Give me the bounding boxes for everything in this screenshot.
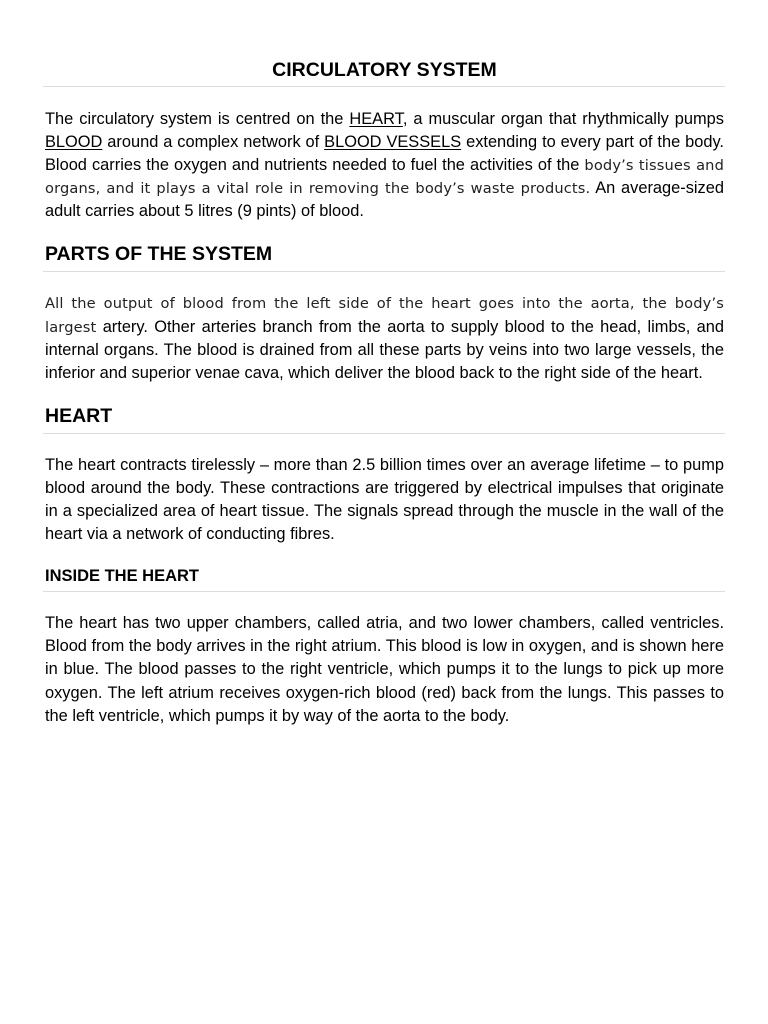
parts-text-1: All the output of blood from the left side of the heart goes into the aorta, the body’s largest bbox=[45, 295, 724, 336]
section-divider-inside-heart bbox=[43, 591, 725, 592]
intro-text-5: body’s tissues and organs, and it plays a vital role in removing the body’s waste products. bbox=[45, 157, 724, 198]
section-heading-inside-heart: INSIDE THE HEART bbox=[45, 567, 200, 586]
section-divider-heart bbox=[43, 433, 725, 434]
intro-text-2: , a muscular organ that rhythmically pumps bbox=[402, 110, 724, 128]
title-divider bbox=[43, 86, 725, 87]
parts-text-2: artery. Other arteries branch from the aorta to supply blood to the head, limbs, and internal organs. The blood is drained from all these parts by veins into two large vessels, the inferior and superior venae cava, which deliver the blood back to the right side of the heart. bbox=[45, 317, 724, 382]
page-title: CIRCULATORY SYSTEM bbox=[272, 59, 497, 81]
intro-text-4: extending to every part of the body. Blood carries the oxygen and nutrients needed to fuel the activities of the bbox=[45, 133, 724, 175]
intro-text-6: An average-sized adult carries about 5 litres (9 pints) of blood. bbox=[45, 179, 724, 221]
blood-vessels-link[interactable]: BLOOD VESSELS bbox=[324, 133, 462, 152]
heart-link[interactable]: HEART bbox=[349, 110, 403, 128]
intro-paragraph bbox=[45, 108, 724, 223]
section-heading-heart: HEART bbox=[45, 404, 113, 427]
section-heading-parts: PARTS OF THE SYSTEM bbox=[45, 243, 273, 266]
heart-paragraph: The heart contracts tirelessly – more than 2.5 billion times over an average lifetime – to pump blood around the body. These contractions are triggered by electrical impulses that originate in a specialized area of heart tissue. The signals spread through the muscle in the wall of the heart via a network of conducting fibres. bbox=[45, 455, 724, 544]
inside-heart-paragraph: The heart has two upper chambers, called atria, and two lower chambers, called ventricles. Blood from the body arrives in the right atrium. This blood is low in oxygen, and is shown here in blue. The blood passes to the right ventricle, which pumps it to the lungs to pick up more oxygen. The left atrium receives oxygen-rich blood (red) back from the lungs. This passes to the left ventricle, which pumps it by way of the aorta to the body. bbox=[45, 614, 724, 725]
parts-paragraph bbox=[45, 292, 724, 384]
intro-text-3: around a complex network of bbox=[102, 133, 325, 152]
blood-link[interactable]: BLOOD bbox=[45, 133, 103, 152]
intro-text-1: The circulatory system is centred on the bbox=[45, 110, 350, 128]
section-divider-parts bbox=[43, 271, 725, 272]
